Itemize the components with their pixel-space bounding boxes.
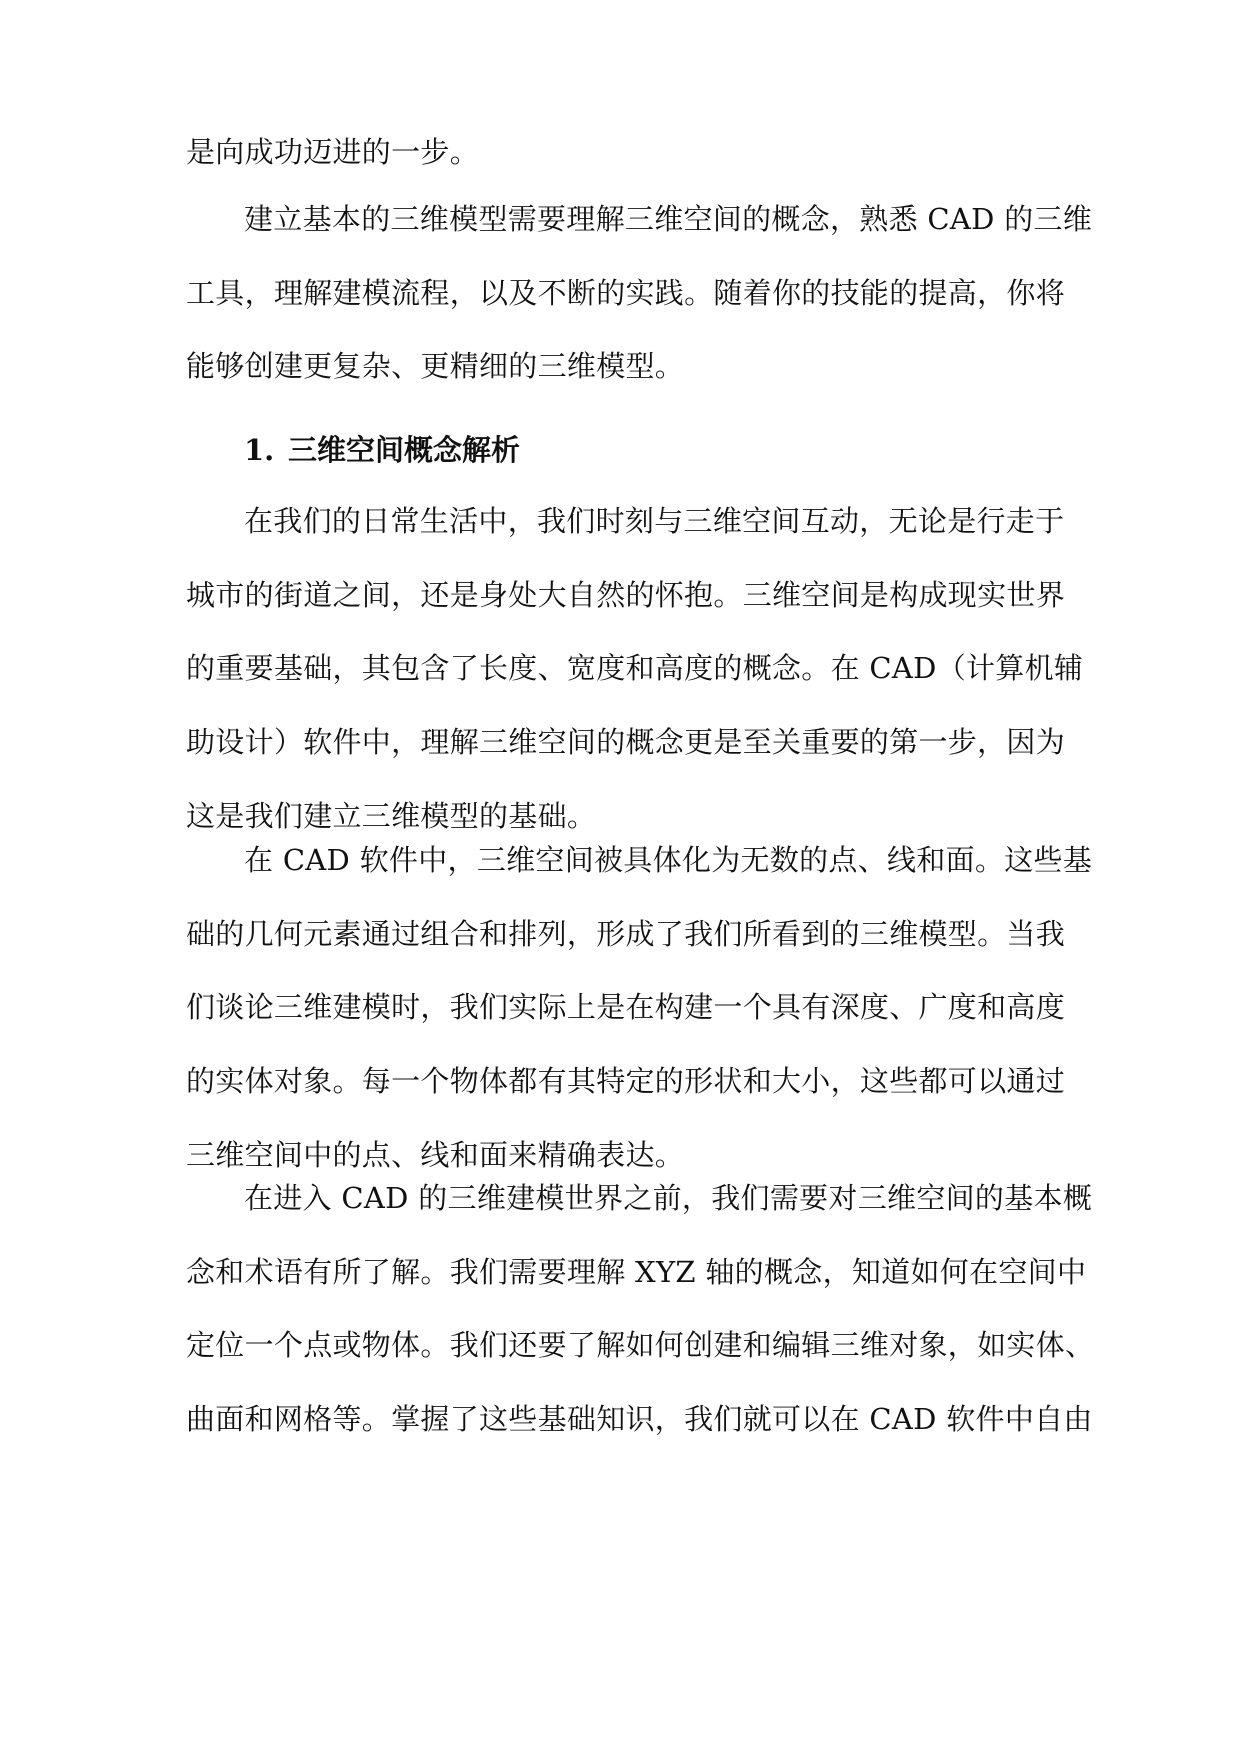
paragraph-continued bbox=[186, 116, 1056, 190]
section-heading bbox=[244, 414, 520, 488]
text-line: 定位一个点或物体。我们还要了解如何创建和编辑三维对象，如实体、 bbox=[186, 1328, 1095, 1363]
text-line: 的实体对象。每一个物体都有其特定的形状和大小，这些都可以通过 bbox=[186, 1064, 1066, 1099]
text-line: 这是我们建立三维模型的基础。 bbox=[186, 798, 597, 833]
section-number: 1. bbox=[244, 433, 275, 467]
paragraph-summary bbox=[186, 183, 1093, 404]
text-line: 础的几何元素通过组合和排列，形成了我们所看到的三维模型。当我 bbox=[186, 916, 1066, 951]
text-line: 在我们的日常生活中，我们时刻与三维空间互动，无论是行走于 bbox=[244, 504, 1065, 538]
section-title: 三维空间概念解析 bbox=[288, 433, 521, 467]
text-line: 念和术语有所了解。我们需要理解 XYZ 轴的概念，知道如何在空间中 bbox=[186, 1254, 1087, 1289]
paragraph-1 bbox=[186, 485, 1084, 853]
paragraph-3 bbox=[186, 1162, 1095, 1457]
text-line: 曲面和网格等。掌握了这些基础知识，我们就可以在 CAD 软件中自由 bbox=[186, 1402, 1093, 1437]
text-line: 建立基本的三维模型需要理解三维空间的概念，熟悉 CAD 的三维 bbox=[244, 202, 1093, 236]
text-line: 们谈论三维建模时，我们实际上是在构建一个具有深度、广度和高度 bbox=[186, 990, 1066, 1025]
text-line: 城市的街道之间，还是身处大自然的怀抱。三维空间是构成现实世界 bbox=[186, 577, 1066, 612]
paragraph-2 bbox=[186, 824, 1093, 1192]
text-line: 在 CAD 软件中，三维空间被具体化为无数的点、线和面。这些基 bbox=[244, 843, 1093, 877]
text-line: 工具，理解建模流程，以及不断的实践。随着你的技能的提高，你将 bbox=[186, 275, 1066, 310]
text-line: 的重要基础，其包含了长度、宽度和高度的概念。在 CAD（计算机辅 bbox=[186, 651, 1084, 686]
text-line: 助设计）软件中，理解三维空间的概念更是至关重要的第一步，因为 bbox=[186, 725, 1066, 760]
text-line: 在进入 CAD 的三维建模世界之前，我们需要对三维空间的基本概 bbox=[244, 1181, 1093, 1215]
text-line: 三维空间中的点、线和面来精确表达。 bbox=[186, 1137, 685, 1172]
text-line: 能够创建更复杂、更精细的三维模型。 bbox=[186, 349, 685, 384]
text-line: 是向成功迈进的一步。 bbox=[186, 135, 480, 169]
